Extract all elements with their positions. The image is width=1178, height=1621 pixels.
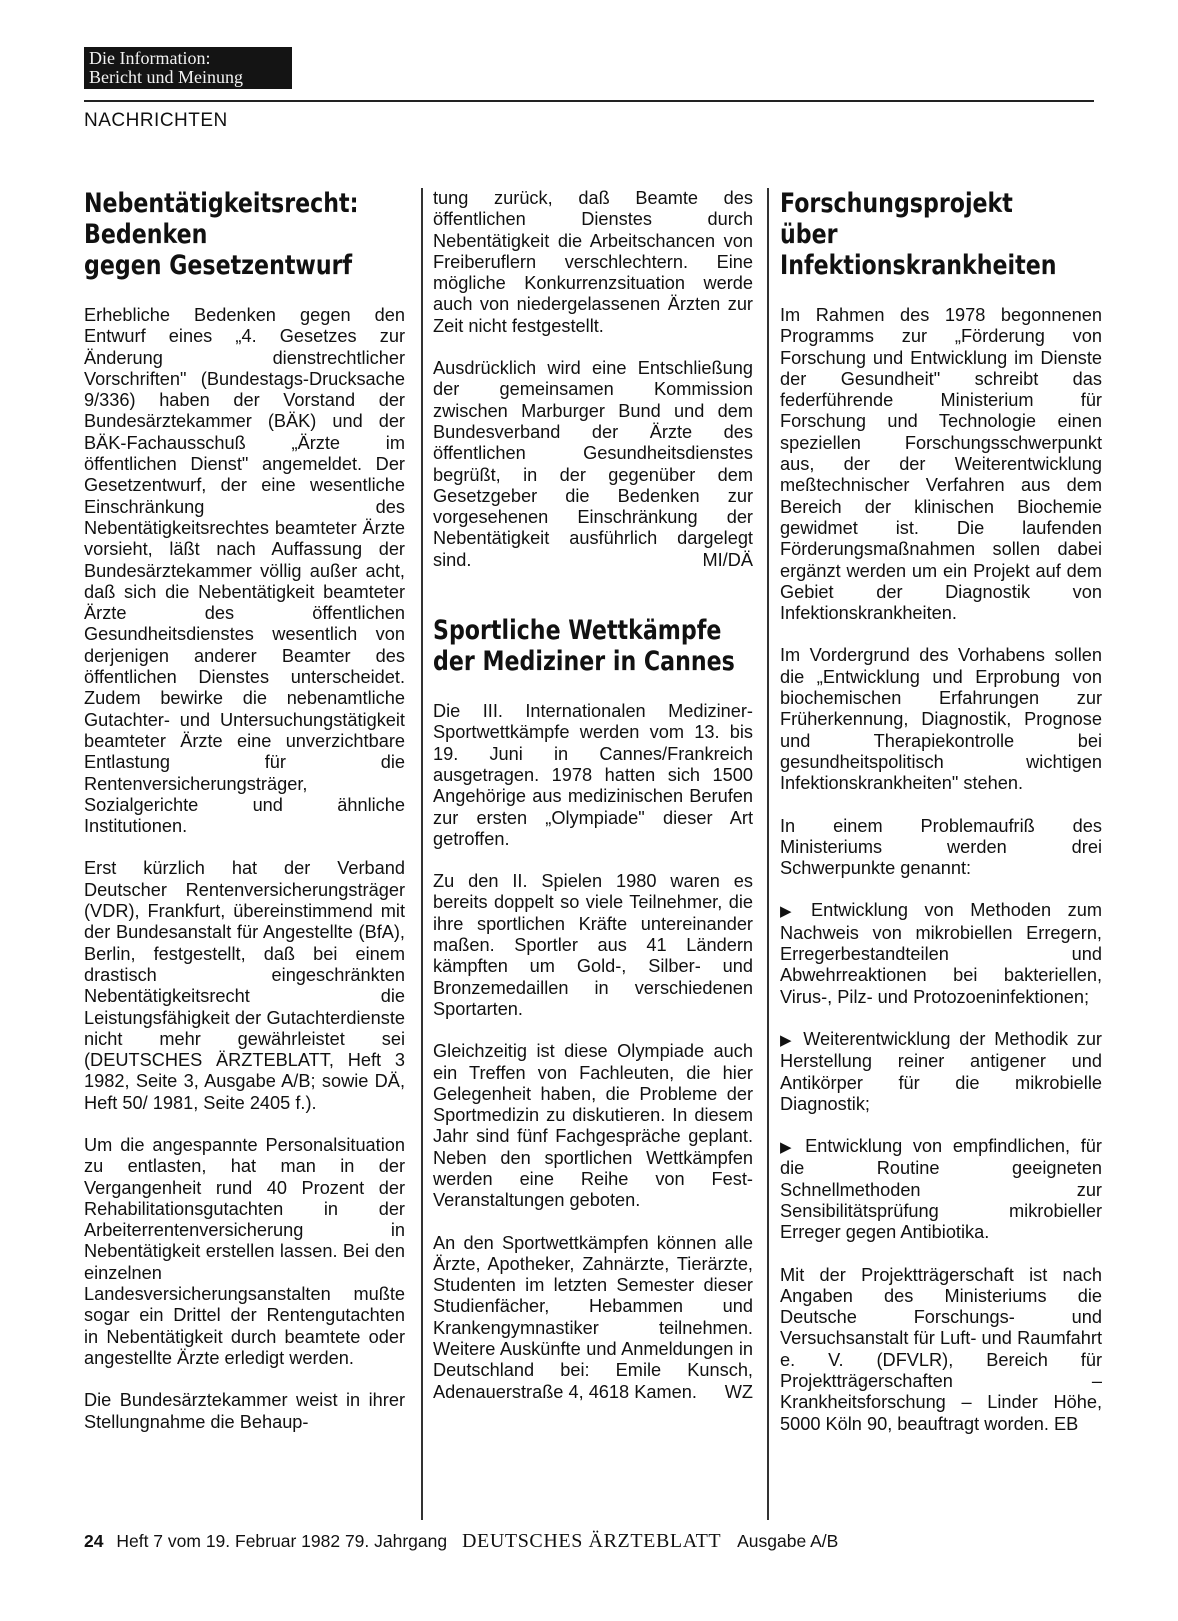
article-1-continuation: Ausdrücklich wird eine Entschließung der gemeinsamen Kommission zwischen Marburger Bund und dem Bundesverband der Ärzte des öffentlichen Gesundheitsdienstes begrüßt, in der gegenüber dem Gesetzgeber die Bedenken zur vorgesehenen Einschränkung der Nebentätigkeit ausführlich dargelegt sind. MI/DÄ <box>433 358 753 570</box>
article-1-signature: MI/DÄ <box>702 549 753 570</box>
column-1 <box>84 188 405 1454</box>
masthead-line-2: Bericht und Meinung <box>89 67 243 87</box>
article-3-title <box>780 188 1107 281</box>
page-footer <box>84 1530 838 1553</box>
article-1-title-line: gegen Gesetzentwurf <box>84 250 353 281</box>
column-2 <box>433 188 753 1424</box>
page-number: 24 <box>84 1531 104 1551</box>
article-3-closing: Mit der Projektträgerschaft ist nach Angaben des Ministeriums die Deutsche Forschungs- und Versuchsanstalt für Luft- und Raumfahrt e. V. (DFVLR), Bereich für Projektträgerschaften – Krankheitsforschung – Linder Höhe, 5000 Köln 90, beauftragt worden. EB <box>780 1264 1102 1434</box>
header-divider <box>84 100 1094 102</box>
article-1-paragraph: Erst kürzlich hat der Verband Deutscher Rentenversicherungsträger (VDR), Frankfurt, übereinstimmend mit der Bundesanstalt für Angestellte (BfA), Berlin, festgestellt, daß bei einem drastisch eingeschränkten Nebentätigkeitsrecht die Leistungsfähigkeit der Gutachterdienste nicht mehr gewährleistet sei (DEUTSCHES ÄRZTEBLATT, Heft 3 1982, Seite 3, Ausgabe A/B; sowie DÄ, Heft 50/ 1981, Seite 2405 f.). <box>84 858 405 1113</box>
article-3-paragraph: Im Rahmen des 1978 begonnenen Programms zur „Förderung von Forschung und Entwicklung im Dienste der Gesundheit" schreibt das federführende Ministerium für Forschung und Technologie einen speziellen Forschungsschwerpunkt aus, der der Weiterentwicklung meßtechnischer Verfahren aus dem Bereich der klinischen Biochemie gewidmet ist. Die laufenden Förderungsmaßnahmen sollen dabei ergänzt werden um ein Projekt auf dem Gebiet der Diagnostik von Infektionskrankheiten. <box>780 305 1102 624</box>
article-3-title-line: Forschungsprojekt <box>780 188 1013 219</box>
article-3-paragraph: Im Vordergrund des Vorhabens sollen die „Entwicklung und Erprobung von biochemischen Erfahrungen zur Früherkennung, Diagnostik, Prognose und Therapiekontrolle bei gesundheitspolitisch wichtigen Infektionskrankheiten" stehen. <box>780 645 1102 794</box>
article-2-title <box>433 615 758 677</box>
column-3 <box>780 188 1102 1456</box>
article-1-continuation: tung zurück, daß Beamte des öffentlichen Dienstes durch Nebentätigkeit die Arbeitschancen von Freiberuflern verschlechtern. Eine mögliche Konkurrenzsituation werde auch von niedergelassenen Ärzten zur Zeit nicht festgestellt. <box>433 188 753 336</box>
article-2-title-line: Sportliche Wettkämpfe <box>433 615 722 647</box>
article-2-title-line: der Mediziner in Cannes <box>433 646 735 678</box>
publication-name: DEUTSCHES ÄRZTEBLATT <box>461 1530 722 1552</box>
article-2-paragraph: Gleichzeitig ist diese Olympiade auch ein Treffen von Fachleuten, die hier Gelegenheit haben, die Probleme der Sportmedizin zu diskutieren. In diesem Jahr sind fünf Fachgespräche geplant. Neben den sportlichen Wettkämpfen werden eine Reihe von Fest-Veranstaltungen geboten. <box>433 1041 753 1211</box>
column-divider <box>421 188 423 1520</box>
article-1-paragraph: Erhebliche Bedenken gegen den Entwurf eines „4. Gesetzes zur Änderung dienstrechtlicher Vorschriften" (Bundestags-Drucksache 9/336) haben der Vorstand der Bundesärztekammer (BÄK) und der BÄK-Fachausschuß „Ärzte im öffentlichen Dienst" angemeldet. Der Gesetzentwurf, der eine wesentliche Einschränkung des Nebentätigkeitsrechtes beamteter Ärzte vorsieht, läßt nach Auffassung der Bundesärztekammer völlig außer acht, daß sich die Nebentätigkeit beamteter Ärzte des öffentlichen Gesundheitsdienstes wesentlich von derjenigen anderer Beamter des öffentlichen Dienstes unterscheidet. Zudem bewirke die nebenamtliche Gutachter- und Untersuchungstätigkeit beamteter Ärzte eine unverzichtbare Entlastung für die Rentenversicherungsträger, Sozialgerichte und ähnliche Institutionen. <box>84 305 405 837</box>
issue-info: Heft 7 vom 19. Februar 1982 79. Jahrgang <box>116 1531 448 1551</box>
bullet-item: ▶ Weiterentwicklung der Methodik zur Herstellung reiner antigener und Antikörper für die mikrobielle Diagnostik; <box>780 1028 1102 1114</box>
article-2-signature: WZ <box>724 1381 753 1402</box>
article-1-title-line: Bedenken <box>84 219 208 250</box>
article-2-paragraph: An den Sportwettkämpfen können alle Ärzte, Apotheker, Zahnärzte, Tierärzte, Studenten im letzten Semester dieser Studienfächer, Hebammen und Krankengymnastiker teilnehmen. Weitere Auskünfte und Anmeldungen in Deutschland bei: Emile Kunsch, Adenauerstraße 4, 4618 Kamen. WZ <box>433 1232 753 1402</box>
triangle-right-icon: ▶ <box>780 903 803 921</box>
article-1-title-line: Nebentätigkeitsrecht: <box>84 188 359 219</box>
article-1-paragraph: Um die angespannte Personalsituation zu entlasten, hat man in der Vergangenheit rund 40 Prozent der Rehabilitationsgutachten in der Arbeiterrentenversicherung in Nebentätigkeit erstellen lassen. Bei den einzelnen Landesversicherungsanstalten mußte sogar ein Drittel der Rentengutachten in Nebentätigkeit durch beamtete oder angestellte Ärzte erledigt werden. <box>84 1134 405 1368</box>
bullet-item: ▶ Entwicklung von Methoden zum Nachweis von mikrobiellen Erregern, Erregerbestandteilen und Abwehrreaktionen bei bakteriellen, Virus-, Pilz- und Protozoeninfektionen; <box>780 900 1102 1007</box>
edition-label: Ausgabe A/B <box>737 1531 839 1551</box>
article-2-paragraph: Die III. Internationalen Mediziner-Sportwettkämpfe werden vom 13. bis 19. Juni in Cannes/Frankreich ausgetragen. 1978 hatten sich 1500 Angehörige aus medizinischen Berufen zur ersten „Olympiade" dieser Art getroffen. <box>433 701 753 849</box>
article-1-paragraph: Die Bundesärztekammer weist in ihrer Stellungnahme die Behaup- <box>84 1390 405 1432</box>
article-3-title-line: über Infektionskrankheiten <box>780 219 1057 281</box>
article-1-title <box>84 188 410 281</box>
bullet-item: ▶ Entwicklung von empfindlichen, für die Routine geeigneten Schnellmethoden zur Sensibilitätsprüfung mikrobieller Erreger gegen Antibiotika. <box>780 1136 1102 1243</box>
masthead <box>84 47 292 89</box>
triangle-right-icon: ▶ <box>780 1139 798 1157</box>
triangle-right-icon: ▶ <box>780 1031 796 1049</box>
section-label: NACHRICHTEN <box>84 110 228 131</box>
article-3-signature: EB <box>1054 1413 1079 1434</box>
article-3-paragraph: In einem Problemaufriß des Ministeriums werden drei Schwerpunkte genannt: <box>780 815 1102 879</box>
article-2-paragraph: Zu den II. Spielen 1980 waren es bereits doppelt so viele Teilnehmer, die ihre sportlichen Kräfte untereinander maßen. Sportler aus 41 Ländern kämpften um Gold-, Silber- und Bronzemedaillen in verschiedenen Sportarten. <box>433 871 753 1019</box>
masthead-line-1: Die Information: <box>89 48 211 68</box>
column-divider <box>767 188 769 1520</box>
